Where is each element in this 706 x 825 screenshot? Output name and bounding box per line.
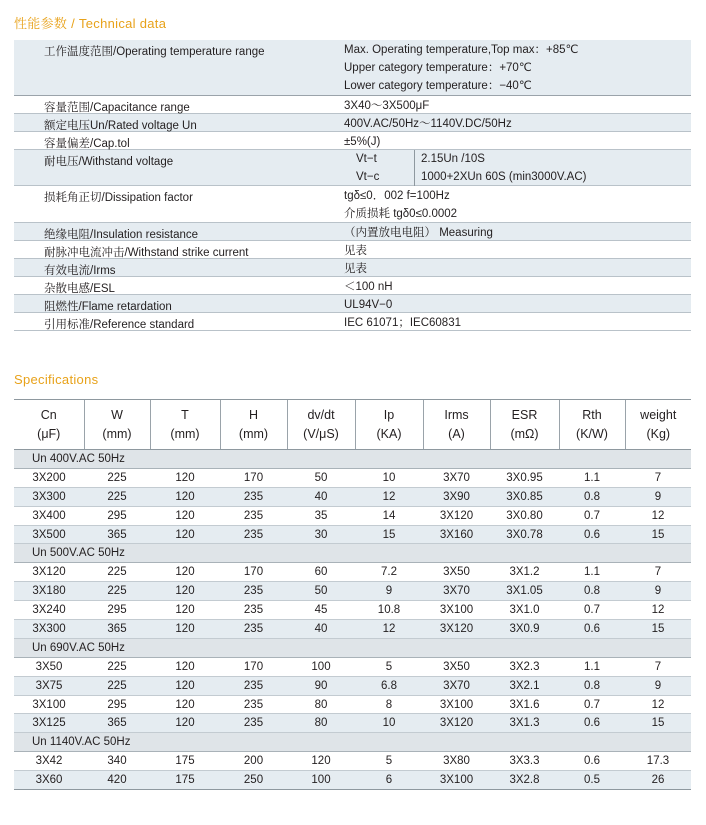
table-cell: 225: [84, 563, 150, 582]
table-cell: 0.7: [559, 506, 625, 525]
column-unit: (Kg): [646, 426, 671, 441]
table-cell: 15: [625, 714, 691, 733]
table-cell: 3X2.8: [490, 771, 559, 790]
table-cell: 7: [625, 563, 691, 582]
table-cell: 225: [84, 676, 150, 695]
table-row: [14, 582, 691, 601]
tech-row-label: 耐电压/Withstand voltage: [44, 156, 174, 168]
tech-row-label: 容量范围/Capacitance range: [44, 102, 190, 114]
table-cell: 90: [287, 676, 355, 695]
tech-row-value: tgδ≤0．002 f=100Hz: [344, 190, 450, 202]
table-cell: 15: [355, 525, 423, 544]
column-name: Cn: [40, 407, 57, 422]
voltage-group-label: Un 1140V.AC 50Hz: [14, 733, 691, 752]
tech-row: [14, 40, 691, 96]
tech-row: [14, 295, 691, 313]
column-name: ESR: [511, 407, 538, 422]
table-cell: 170: [220, 563, 287, 582]
tech-row-label: 额定电压Un/Rated voltage Un: [44, 120, 197, 132]
tech-row-label: 损耗角正切/Dissipation factor: [44, 192, 193, 204]
table-cell: 120: [150, 506, 220, 525]
voltage-group-label: Un 400V.AC 50Hz: [14, 450, 691, 469]
table-cell: 3X120: [423, 620, 490, 639]
table-cell: 175: [150, 771, 220, 790]
table-cell: 120: [150, 676, 220, 695]
table-cell: 120: [287, 752, 355, 771]
table-row: [14, 506, 691, 525]
withstand-voltage-row: [344, 168, 691, 186]
table-cell: 3X0.85: [490, 487, 559, 506]
voltage-group-row: [14, 638, 691, 657]
column-unit: (A): [448, 426, 465, 441]
table-cell: 15: [625, 525, 691, 544]
table-cell: 7.2: [355, 563, 423, 582]
table-cell: 3X1.05: [490, 582, 559, 601]
table-cell: 3X100: [14, 695, 84, 714]
tech-row-label: 引用标准/Reference standard: [44, 319, 195, 331]
column-unit: (mm): [238, 426, 269, 441]
table-cell: 50: [287, 468, 355, 487]
table-cell: 10.8: [355, 601, 423, 620]
table-cell: 9: [355, 582, 423, 601]
table-cell: 3X2.1: [490, 676, 559, 695]
table-cell: 3X70: [423, 468, 490, 487]
table-cell: 120: [150, 525, 220, 544]
tech-row: [14, 114, 691, 132]
table-cell: 3X1.0: [490, 601, 559, 620]
tech-row-value: 介质损耗 tgδ0≤0.0002: [344, 208, 458, 220]
table-cell: 3X1.3: [490, 714, 559, 733]
spec-column-header: [14, 400, 84, 450]
column-name: Irms: [444, 407, 469, 422]
tech-row: [14, 277, 691, 295]
table-cell: 120: [150, 601, 220, 620]
tech-row: [14, 259, 691, 277]
table-cell: 80: [287, 714, 355, 733]
table-cell: 3X50: [423, 657, 490, 676]
table-cell: 12: [625, 695, 691, 714]
specifications-title: Specifications: [14, 372, 99, 387]
voltage-group-label: Un 690V.AC 50Hz: [14, 638, 691, 657]
tech-row: [14, 313, 691, 331]
tech-row-label: 容量偏差/Cap.tol: [44, 138, 130, 150]
table-cell: 3X120: [14, 563, 84, 582]
table-cell: 9: [625, 676, 691, 695]
tech-row-label: 杂散电感/ESL: [44, 283, 115, 295]
table-cell: 12: [625, 601, 691, 620]
tech-row-label: 工作温度范围/Operating temperature range: [44, 46, 265, 58]
table-row: [14, 676, 691, 695]
table-cell: 7: [625, 468, 691, 487]
table-cell: 3X100: [423, 601, 490, 620]
table-cell: 0.6: [559, 714, 625, 733]
table-cell: 0.8: [559, 676, 625, 695]
table-cell: 235: [220, 695, 287, 714]
tech-row-value: （内置放电电阻） Measuring: [344, 227, 493, 239]
table-cell: 225: [84, 468, 150, 487]
tech-row-label: 有效电流/Irms: [44, 265, 116, 277]
column-name: dv/dt: [307, 407, 335, 422]
table-cell: 0.6: [559, 752, 625, 771]
table-cell: 235: [220, 601, 287, 620]
table-cell: 0.6: [559, 525, 625, 544]
table-row: [14, 620, 691, 639]
table-cell: 3X120: [423, 506, 490, 525]
table-cell: 0.6: [559, 620, 625, 639]
tech-row: [14, 132, 691, 150]
table-cell: 3X80: [423, 752, 490, 771]
table-cell: 12: [625, 506, 691, 525]
spec-column-header: [625, 400, 691, 450]
tech-row: [14, 150, 691, 186]
table-cell: 3X300: [14, 620, 84, 639]
table-cell: 250: [220, 771, 287, 790]
table-cell: 15: [625, 620, 691, 639]
column-unit: (μF): [37, 426, 61, 441]
column-name: weight: [640, 407, 677, 422]
table-cell: 3X1.2: [490, 563, 559, 582]
spec-column-header: [355, 400, 423, 450]
table-cell: 365: [84, 525, 150, 544]
table-cell: 0.7: [559, 695, 625, 714]
table-cell: 3X125: [14, 714, 84, 733]
withstand-voltage-value: 1000+2XUn 60S (min3000V.AC): [421, 171, 587, 183]
column-unit: (mm): [170, 426, 200, 441]
table-cell: 80: [287, 695, 355, 714]
table-cell: 3X60: [14, 771, 84, 790]
table-cell: 3X90: [423, 487, 490, 506]
table-cell: 170: [220, 657, 287, 676]
column-unit: (K/W): [576, 426, 608, 441]
table-cell: 12: [355, 487, 423, 506]
table-cell: 170: [220, 468, 287, 487]
table-cell: 3X100: [423, 695, 490, 714]
table-row: [14, 695, 691, 714]
table-cell: 225: [84, 582, 150, 601]
tech-row-value: ＜100 nH: [344, 281, 393, 293]
table-cell: 295: [84, 506, 150, 525]
table-row: [14, 601, 691, 620]
tech-row-value: ±5%(J): [344, 136, 381, 148]
table-cell: 235: [220, 676, 287, 695]
table-cell: 3X70: [423, 676, 490, 695]
tech-row: [14, 186, 691, 223]
table-cell: 0.7: [559, 601, 625, 620]
column-unit: (V/μS): [303, 426, 339, 441]
table-cell: 175: [150, 752, 220, 771]
spec-column-header: [220, 400, 287, 450]
table-cell: 5: [355, 752, 423, 771]
table-cell: 60: [287, 563, 355, 582]
tech-row-value: Lower category temperature：−40℃: [344, 80, 532, 92]
table-cell: 235: [220, 506, 287, 525]
table-cell: 3X500: [14, 525, 84, 544]
table-cell: 3X200: [14, 468, 84, 487]
table-cell: 14: [355, 506, 423, 525]
tech-row-value: 3X40～3X500μF: [344, 100, 430, 112]
tech-row-value: UL94V−0: [344, 299, 393, 311]
table-cell: 3X70: [423, 582, 490, 601]
table-cell: 365: [84, 714, 150, 733]
table-cell: 3X3.3: [490, 752, 559, 771]
specifications-header-row: [14, 400, 691, 450]
table-cell: 1.1: [559, 563, 625, 582]
table-cell: 235: [220, 487, 287, 506]
table-cell: 8: [355, 695, 423, 714]
table-cell: 3X0.80: [490, 506, 559, 525]
table-cell: 365: [84, 620, 150, 639]
withstand-voltage-table: [344, 150, 691, 185]
column-unit: (mm): [102, 426, 132, 441]
table-cell: 235: [220, 582, 287, 601]
table-cell: 17.3: [625, 752, 691, 771]
table-cell: 3X100: [423, 771, 490, 790]
voltage-group-label: Un 500V.AC 50Hz: [14, 544, 691, 563]
table-cell: 3X1.6: [490, 695, 559, 714]
tech-row: [14, 241, 691, 259]
tech-row-value: 见表: [344, 245, 367, 257]
withstand-voltage-row: [344, 150, 691, 168]
voltage-group-row: [14, 450, 691, 469]
table-cell: 295: [84, 695, 150, 714]
column-unit: (mΩ): [510, 426, 539, 441]
table-cell: 420: [84, 771, 150, 790]
table-row: [14, 771, 691, 790]
table-cell: 3X240: [14, 601, 84, 620]
table-cell: 3X400: [14, 506, 84, 525]
table-cell: 3X0.78: [490, 525, 559, 544]
table-cell: 295: [84, 601, 150, 620]
tech-row-value: 见表: [344, 263, 367, 275]
table-cell: 120: [150, 714, 220, 733]
table-cell: 3X120: [423, 714, 490, 733]
column-name: Ip: [383, 407, 395, 422]
spec-column-header: [423, 400, 490, 450]
table-cell: 6.8: [355, 676, 423, 695]
withstand-voltage-key: Vt−t: [356, 153, 377, 165]
table-cell: 45: [287, 601, 355, 620]
table-cell: 30: [287, 525, 355, 544]
withstand-voltage-value: 2.15Un /10S: [421, 153, 485, 165]
column-name: W: [111, 407, 123, 422]
table-cell: 26: [625, 771, 691, 790]
table-cell: 35: [287, 506, 355, 525]
table-cell: 225: [84, 487, 150, 506]
tech-row-value: IEC 61071；IEC60831: [344, 317, 461, 329]
table-cell: 3X160: [423, 525, 490, 544]
table-cell: 120: [150, 657, 220, 676]
table-row: [14, 752, 691, 771]
table-cell: 120: [150, 620, 220, 639]
table-cell: 120: [150, 582, 220, 601]
table-cell: 225: [84, 657, 150, 676]
table-cell: 1.1: [559, 468, 625, 487]
tech-row-value: Upper category temperature：+70℃: [344, 62, 532, 74]
table-row: [14, 563, 691, 582]
spec-column-header: [490, 400, 559, 450]
specifications-table: [14, 399, 691, 790]
column-name: Rth: [582, 407, 602, 422]
table-row: [14, 714, 691, 733]
table-cell: 0.8: [559, 582, 625, 601]
table-cell: 3X2.3: [490, 657, 559, 676]
table-cell: 120: [150, 468, 220, 487]
spec-column-header: [150, 400, 220, 450]
table-cell: 9: [625, 487, 691, 506]
table-cell: 12: [355, 620, 423, 639]
table-row: [14, 657, 691, 676]
column-name: H: [248, 407, 259, 422]
tech-row-value: 400V.AC/50Hz～1140V.DC/50Hz: [344, 118, 512, 130]
table-row: [14, 487, 691, 506]
technical-data-title: 性能参数 / Technical data: [14, 16, 167, 31]
table-cell: 6: [355, 771, 423, 790]
technical-data-table: [14, 40, 691, 331]
table-cell: 3X50: [423, 563, 490, 582]
table-cell: 5: [355, 657, 423, 676]
tech-row-label: 绝缘电阻/Insulation resistance: [44, 229, 199, 241]
table-cell: 1.1: [559, 657, 625, 676]
tech-row-label: 阻燃性/Flame retardation: [44, 301, 172, 313]
table-cell: 100: [287, 771, 355, 790]
tech-row: [14, 96, 691, 114]
table-cell: 3X0.9: [490, 620, 559, 639]
table-cell: 10: [355, 468, 423, 487]
table-cell: 50: [287, 582, 355, 601]
table-cell: 9: [625, 582, 691, 601]
table-cell: 200: [220, 752, 287, 771]
table-cell: 7: [625, 657, 691, 676]
table-cell: 3X50: [14, 657, 84, 676]
table-cell: 3X42: [14, 752, 84, 771]
tech-row: [14, 223, 691, 241]
table-cell: 40: [287, 487, 355, 506]
table-cell: 340: [84, 752, 150, 771]
table-cell: 0.8: [559, 487, 625, 506]
withstand-voltage-key: Vt−c: [356, 171, 380, 183]
table-cell: 235: [220, 714, 287, 733]
table-cell: 3X75: [14, 676, 84, 695]
voltage-group-row: [14, 733, 691, 752]
table-cell: 120: [150, 487, 220, 506]
table-cell: 3X180: [14, 582, 84, 601]
voltage-group-row: [14, 544, 691, 563]
table-cell: 120: [150, 563, 220, 582]
table-cell: 235: [220, 620, 287, 639]
spec-column-header: [559, 400, 625, 450]
tech-row-value: Max. Operating temperature,Top max：+85℃: [344, 44, 579, 56]
table-row: [14, 525, 691, 544]
column-unit: (KA): [376, 426, 402, 441]
table-cell: 10: [355, 714, 423, 733]
tech-row-label: 耐脉冲电流冲击/Withstand strike current: [44, 247, 249, 259]
table-cell: 120: [150, 695, 220, 714]
table-cell: 40: [287, 620, 355, 639]
spec-column-header: [84, 400, 150, 450]
table-cell: 0.5: [559, 771, 625, 790]
column-name: T: [181, 407, 189, 422]
table-cell: 3X300: [14, 487, 84, 506]
table-row: [14, 468, 691, 487]
table-cell: 235: [220, 525, 287, 544]
table-cell: 3X0.95: [490, 468, 559, 487]
table-cell: 100: [287, 657, 355, 676]
spec-column-header: [287, 400, 355, 450]
